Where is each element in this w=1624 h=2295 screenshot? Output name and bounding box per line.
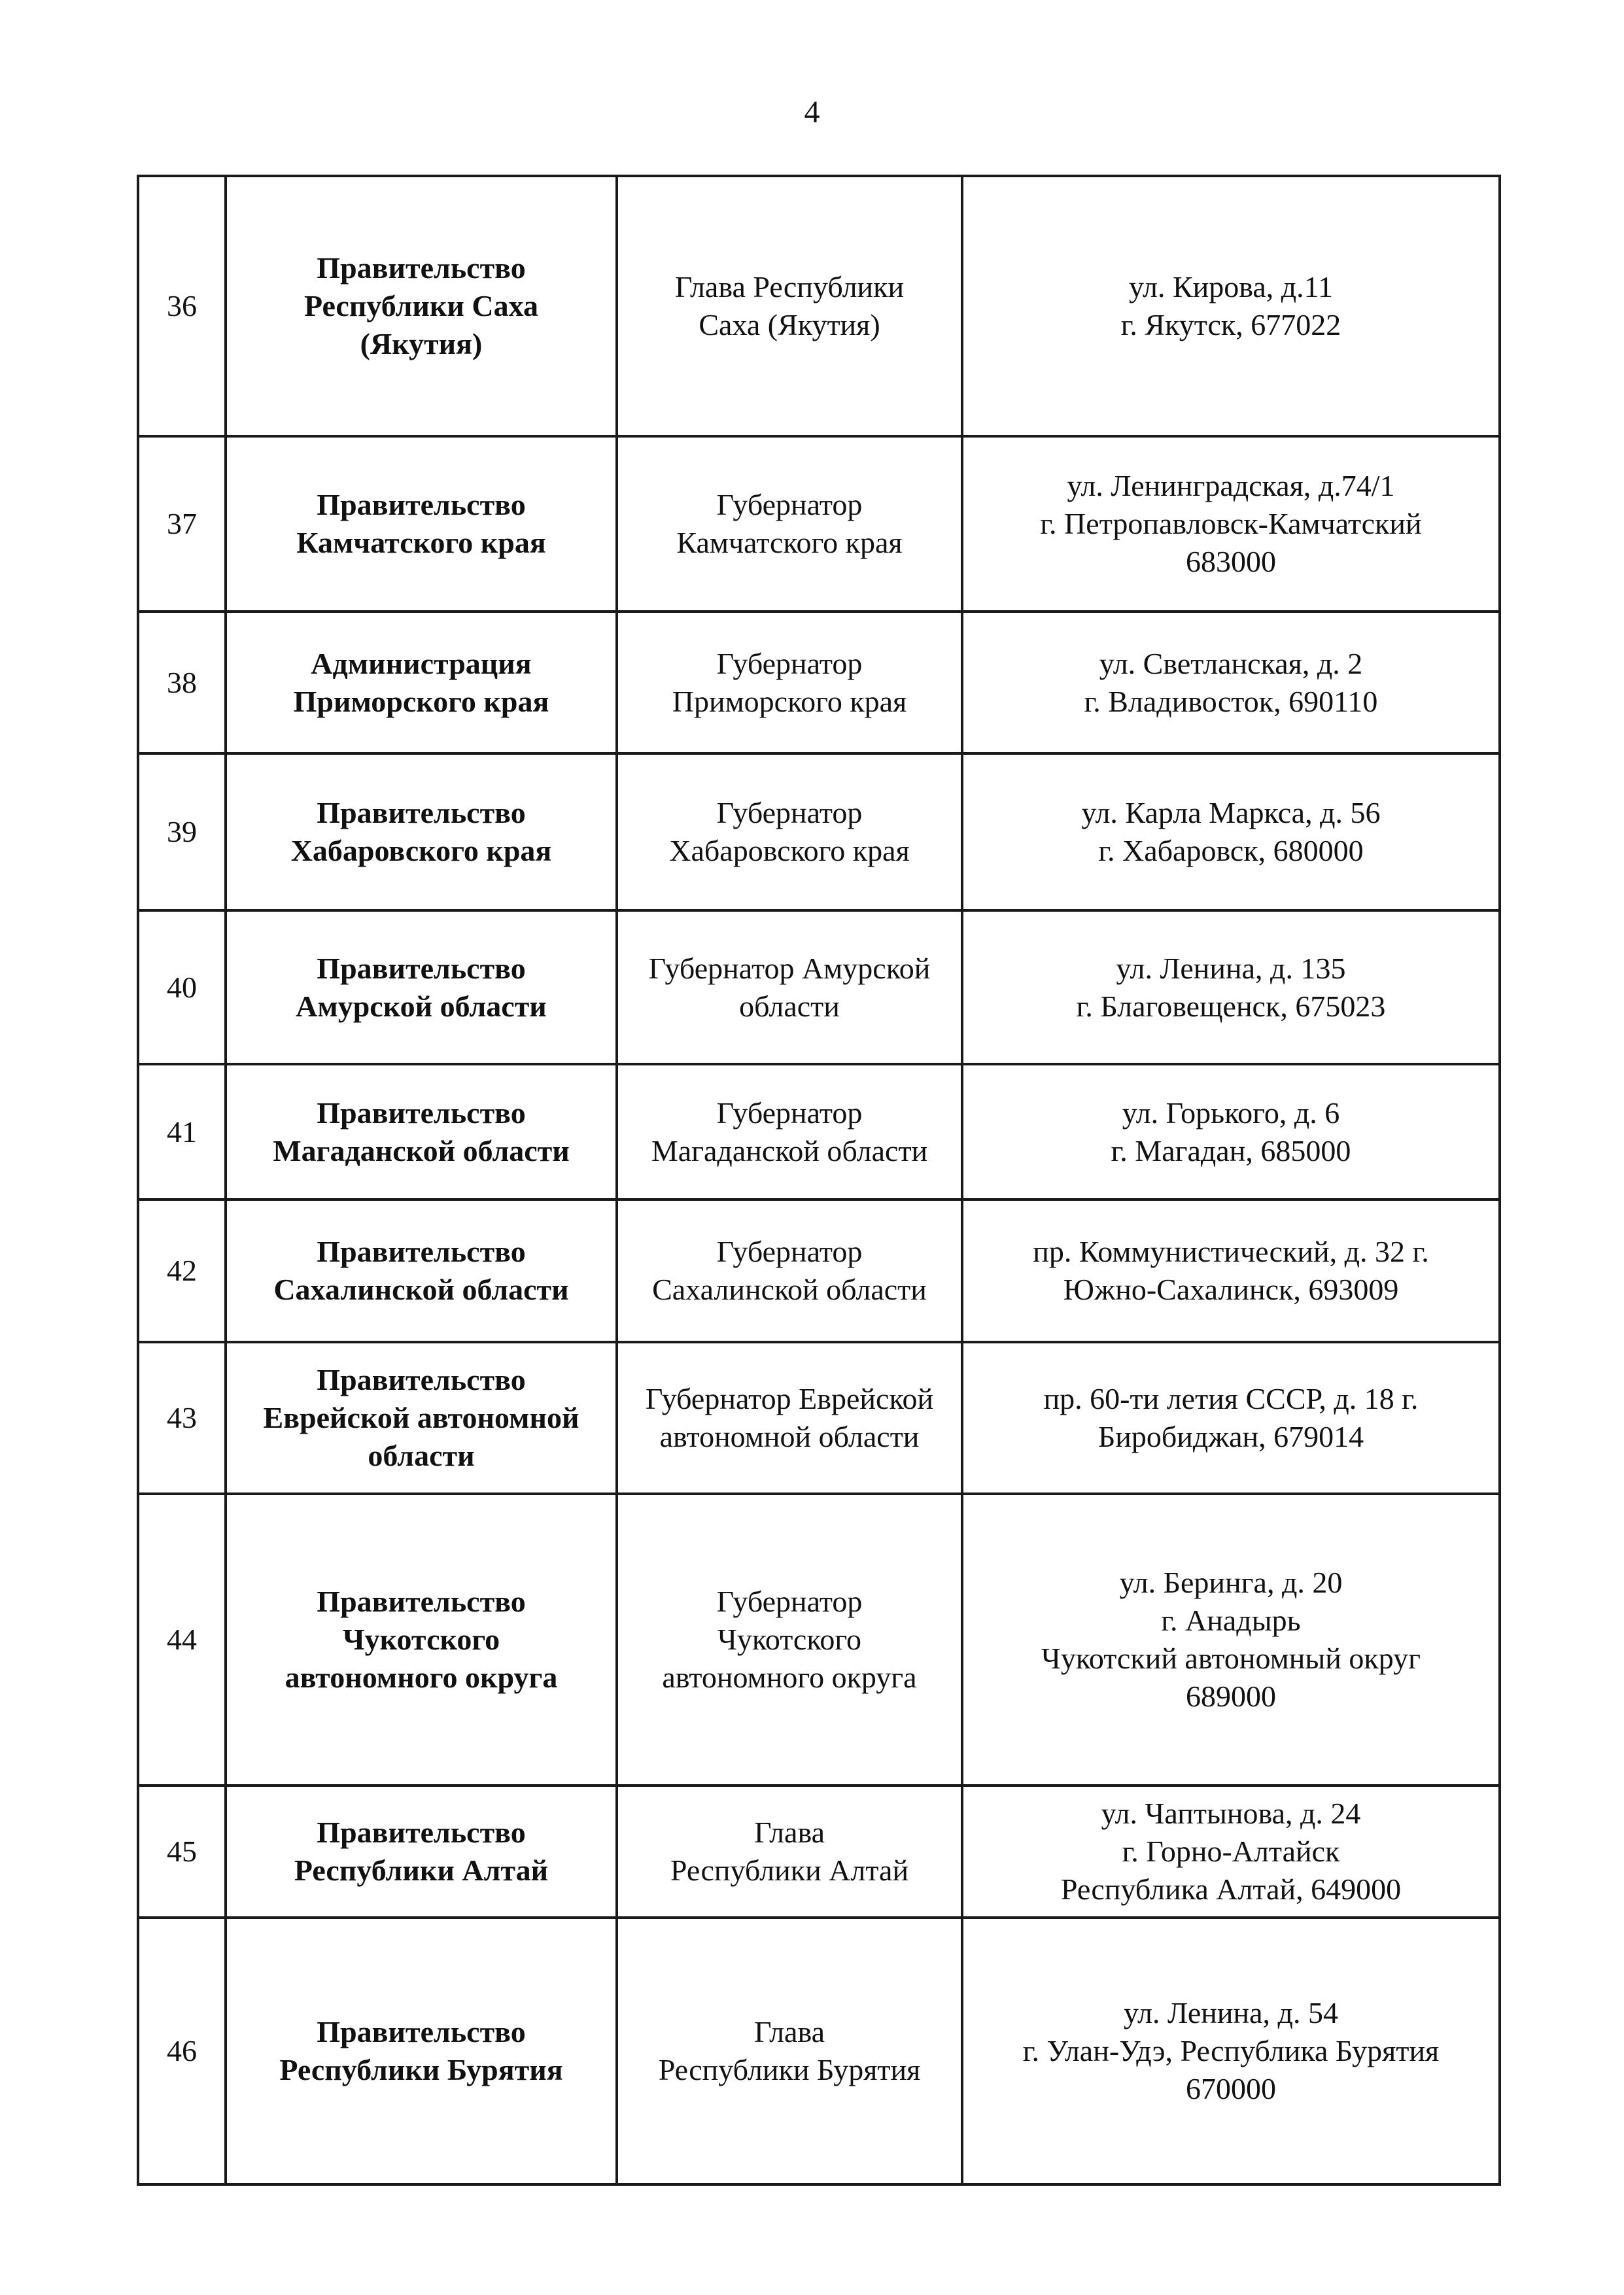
address-line: Республика Алтай, 649000 xyxy=(1060,1872,1402,1906)
organization-line: Приморского края xyxy=(293,684,549,718)
head-line: Губернатор Еврейской xyxy=(645,1382,934,1415)
head-cell xyxy=(617,910,962,1064)
row-number: 39 xyxy=(138,753,226,910)
table-row xyxy=(138,612,1500,753)
organization-cell xyxy=(226,436,617,612)
address-line: ул. Карла Маркса, д. 56 xyxy=(1081,796,1381,829)
address-line: Чукотский автономный округ xyxy=(1041,1642,1421,1675)
organization-line: автономного округа xyxy=(285,1661,558,1694)
address-line: г. Анадырь xyxy=(1161,1604,1301,1637)
row-number: 36 xyxy=(138,176,226,436)
organization-line: (Якутия) xyxy=(360,327,483,360)
table-row xyxy=(138,436,1500,612)
address-cell xyxy=(962,176,1500,436)
head-cell xyxy=(617,1342,962,1494)
address-cell xyxy=(962,1064,1500,1199)
head-line: Губернатор xyxy=(716,796,863,829)
head-line: Губернатор xyxy=(716,488,863,521)
organization-cell xyxy=(226,1494,617,1786)
table-row xyxy=(138,1064,1500,1199)
address-line: г. Петропавловск-Камчатский xyxy=(1040,507,1422,540)
organization-line: Правительство xyxy=(317,251,526,285)
organization-line: Республики Бурятия xyxy=(279,2053,563,2086)
organization-line: Правительство xyxy=(317,488,526,521)
table-row xyxy=(138,1918,1500,2184)
row-number: 38 xyxy=(138,612,226,753)
head-line: Губернатор xyxy=(716,1235,863,1268)
head-cell xyxy=(617,1064,962,1199)
address-line: г. Якутск, 677022 xyxy=(1120,308,1341,341)
head-line: Губернатор xyxy=(716,646,863,680)
head-cell xyxy=(617,753,962,910)
address-line: ул. Кирова, д.11 xyxy=(1129,270,1333,303)
address-line: г. Горно-Алтайск xyxy=(1122,1835,1340,1868)
organization-line: Камчатского края xyxy=(296,526,546,559)
organization-cell xyxy=(226,1342,617,1494)
address-cell xyxy=(962,436,1500,612)
head-line: области xyxy=(739,989,840,1023)
head-cell xyxy=(617,1786,962,1918)
address-cell xyxy=(962,1786,1500,1918)
organization-line: Хабаровского края xyxy=(290,834,552,867)
address-line: г. Улан-Удэ, Республика Бурятия xyxy=(1022,2034,1440,2067)
head-line: Саха (Якутия) xyxy=(699,308,880,341)
address-line: г. Хабаровск, 680000 xyxy=(1098,834,1364,867)
row-number: 41 xyxy=(138,1064,226,1199)
address-line: 670000 xyxy=(1186,2072,1276,2105)
address-line: 689000 xyxy=(1186,1680,1276,1713)
address-line: Биробиджан, 679014 xyxy=(1097,1420,1364,1453)
organization-cell xyxy=(226,1918,617,2184)
address-line: ул. Светланская, д. 2 xyxy=(1099,646,1363,680)
head-line: Республики Бурятия xyxy=(658,2053,921,2086)
government-contacts-table xyxy=(137,175,1501,2186)
organization-line: Амурской области xyxy=(296,989,547,1023)
organization-line: Чукотского xyxy=(342,1623,500,1656)
address-cell xyxy=(962,1342,1500,1494)
head-line: Губернатор xyxy=(716,1585,863,1618)
organization-cell xyxy=(226,753,617,910)
head-line: автономного округа xyxy=(662,1661,917,1694)
address-line: г. Владивосток, 690110 xyxy=(1084,684,1378,718)
organization-line: области xyxy=(368,1439,475,1472)
address-cell xyxy=(962,612,1500,753)
organization-line: Правительство xyxy=(317,1816,526,1849)
address-line: ул. Беринга, д. 20 xyxy=(1119,1566,1343,1599)
organization-line: Сахалинской области xyxy=(273,1273,569,1306)
head-line: Губернатор xyxy=(716,1096,863,1130)
table-row xyxy=(138,1199,1500,1342)
table-row xyxy=(138,176,1500,436)
address-cell xyxy=(962,1494,1500,1786)
organization-cell xyxy=(226,176,617,436)
organization-cell xyxy=(226,910,617,1064)
organization-line: Правительство xyxy=(317,2015,526,2048)
address-cell xyxy=(962,1918,1500,2184)
address-line: ул. Ленина, д. 54 xyxy=(1124,1996,1338,2029)
head-line: Сахалинской области xyxy=(652,1273,927,1306)
organization-line: Правительство xyxy=(317,1235,526,1268)
head-line: Хабаровского края xyxy=(669,834,910,867)
organization-line: Администрация xyxy=(311,646,532,680)
head-line: автономной области xyxy=(659,1420,920,1453)
page-number: 4 xyxy=(804,95,820,129)
head-cell xyxy=(617,612,962,753)
organization-cell xyxy=(226,1786,617,1918)
organization-line: Еврейской автономной xyxy=(263,1401,579,1434)
head-cell xyxy=(617,176,962,436)
head-line: Губернатор Амурской xyxy=(648,951,931,985)
table-row xyxy=(138,1494,1500,1786)
head-cell xyxy=(617,1199,962,1342)
row-number: 43 xyxy=(138,1342,226,1494)
address-line: ул. Ленина, д. 135 xyxy=(1116,951,1346,985)
head-line: Глава xyxy=(753,2015,825,2048)
address-line: пр. Коммунистический, д. 32 г. xyxy=(1033,1235,1429,1268)
organization-line: Республики Алтай xyxy=(294,1854,549,1887)
head-line: Камчатского края xyxy=(676,526,903,559)
head-cell xyxy=(617,1918,962,2184)
address-line: Южно-Сахалинск, 693009 xyxy=(1063,1273,1399,1306)
address-cell xyxy=(962,753,1500,910)
row-number: 40 xyxy=(138,910,226,1064)
organization-line: Правительство xyxy=(317,796,526,829)
address-line: ул. Ленинградская, д.74/1 xyxy=(1067,469,1395,502)
organization-line: Республики Саха xyxy=(303,289,539,322)
head-line: Чукотского xyxy=(717,1623,862,1656)
organization-line: Магаданской области xyxy=(273,1133,570,1167)
address-line: пр. 60-ти летия СССР, д. 18 г. xyxy=(1043,1382,1419,1415)
organization-cell xyxy=(226,1199,617,1342)
address-cell xyxy=(962,1199,1500,1342)
address-line: г. Магадан, 685000 xyxy=(1111,1133,1351,1167)
head-cell xyxy=(617,1494,962,1786)
address-line: 683000 xyxy=(1186,545,1276,578)
organization-line: Правительство xyxy=(317,1363,526,1396)
head-line: Республики Алтай xyxy=(670,1854,909,1887)
table-row xyxy=(138,910,1500,1064)
head-line: Магаданской области xyxy=(651,1133,928,1167)
address-line: ул. Чаптынова, д. 24 xyxy=(1101,1797,1361,1830)
head-line: Глава xyxy=(753,1816,825,1849)
row-number: 46 xyxy=(138,1918,226,2184)
organization-line: Правительство xyxy=(317,1096,526,1130)
row-number: 45 xyxy=(138,1786,226,1918)
organization-line: Правительство xyxy=(317,951,526,985)
table-row xyxy=(138,1342,1500,1494)
head-cell xyxy=(617,436,962,612)
address-cell xyxy=(962,910,1500,1064)
table-row xyxy=(138,753,1500,910)
organization-line: Правительство xyxy=(317,1585,526,1618)
address-line: ул. Горького, д. 6 xyxy=(1122,1096,1340,1130)
address-line: г. Благовещенск, 675023 xyxy=(1076,989,1386,1023)
row-number: 37 xyxy=(138,436,226,612)
table-row xyxy=(138,1786,1500,1918)
row-number: 42 xyxy=(138,1199,226,1342)
organization-cell xyxy=(226,612,617,753)
row-number: 44 xyxy=(138,1494,226,1786)
head-line: Приморского края xyxy=(672,684,907,718)
head-line: Глава Республики xyxy=(674,270,905,303)
organization-cell xyxy=(226,1064,617,1199)
